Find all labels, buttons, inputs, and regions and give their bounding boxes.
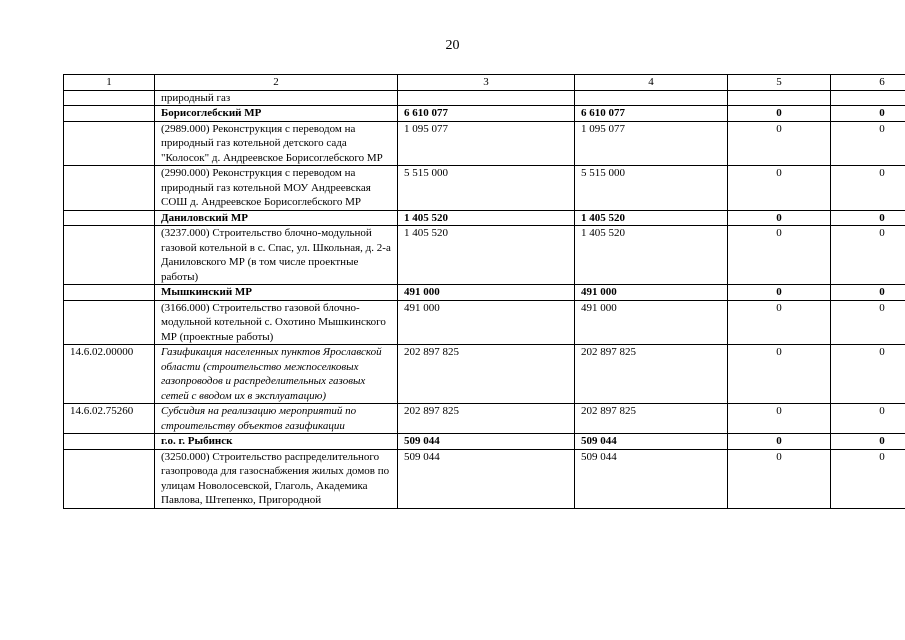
row-col4-value: 491 000: [575, 285, 728, 301]
row-col6-value: 0: [831, 449, 905, 508]
column-header-4: 4: [575, 75, 728, 91]
table-row: [64, 121, 905, 166]
table-row: [64, 285, 905, 301]
row-col4-value: [575, 90, 728, 106]
row-description: (2989.000) Реконструкция с переводом на природный газ котельной детского сада "Колосок" д. Андреевское Борисоглебского МР: [155, 121, 398, 166]
row-col5-value: 0: [728, 300, 831, 345]
row-col3-value: 1 095 077: [398, 121, 575, 166]
table-row: [64, 226, 905, 285]
row-col5-value: 0: [728, 226, 831, 285]
table-row: [64, 434, 905, 450]
column-header-1: 1: [64, 75, 155, 91]
row-col3-value: 6 610 077: [398, 106, 575, 122]
row-col6-value: 0: [831, 166, 905, 211]
table-row: [64, 90, 905, 106]
row-col4-value: 6 610 077: [575, 106, 728, 122]
row-code: [64, 285, 155, 301]
row-col6-value: 0: [831, 210, 905, 226]
row-code: [64, 434, 155, 450]
row-code: [64, 300, 155, 345]
row-col6-value: 0: [831, 345, 905, 404]
row-code: [64, 226, 155, 285]
column-header-3: 3: [398, 75, 575, 91]
row-description: (3237.000) Строительство блочно-модульной газовой котельной в с. Спас, ул. Школьная, д. 2-а Даниловского МР (в том числе проектные работы): [155, 226, 398, 285]
row-code: 14.6.02.75260: [64, 404, 155, 434]
row-col3-value: 509 044: [398, 449, 575, 508]
row-col4-value: 1 095 077: [575, 121, 728, 166]
column-header-6: 6: [831, 75, 905, 91]
row-code: [64, 121, 155, 166]
row-col6-value: 0: [831, 404, 905, 434]
row-description: природный газ: [155, 90, 398, 106]
row-col3-value: 202 897 825: [398, 404, 575, 434]
column-header-2: 2: [155, 75, 398, 91]
row-code: [64, 106, 155, 122]
page-number: 20: [445, 38, 460, 53]
row-col4-value: 5 515 000: [575, 166, 728, 211]
row-col5-value: 0: [728, 121, 831, 166]
row-col5-value: 0: [728, 106, 831, 122]
row-code: [64, 90, 155, 106]
row-col4-value: 1 405 520: [575, 210, 728, 226]
row-col3-value: 202 897 825: [398, 345, 575, 404]
row-col4-value: 202 897 825: [575, 345, 728, 404]
row-col5-value: 0: [728, 345, 831, 404]
row-col3-value: 509 044: [398, 434, 575, 450]
row-col5-value: 0: [728, 449, 831, 508]
row-code: [64, 449, 155, 508]
row-description: Даниловский МР: [155, 210, 398, 226]
row-col6-value: [831, 90, 905, 106]
row-col3-value: 491 000: [398, 285, 575, 301]
row-col4-value: 509 044: [575, 434, 728, 450]
row-description: Мышкинский МР: [155, 285, 398, 301]
row-col3-value: 491 000: [398, 300, 575, 345]
row-description: Субсидия на реализацию мероприятий по строительству объектов газификации: [155, 404, 398, 434]
column-header-5: 5: [728, 75, 831, 91]
row-col4-value: 202 897 825: [575, 404, 728, 434]
row-code: 14.6.02.00000: [64, 345, 155, 404]
row-col6-value: 0: [831, 300, 905, 345]
row-col6-value: 0: [831, 285, 905, 301]
row-description: г.о. г. Рыбинск: [155, 434, 398, 450]
table-row: [64, 345, 905, 404]
table-row: [64, 300, 905, 345]
row-col3-value: [398, 90, 575, 106]
table-row: [64, 210, 905, 226]
row-col3-value: 5 515 000: [398, 166, 575, 211]
row-col3-value: 1 405 520: [398, 210, 575, 226]
row-col3-value: 1 405 520: [398, 226, 575, 285]
row-col5-value: 0: [728, 404, 831, 434]
row-code: [64, 210, 155, 226]
row-col5-value: 0: [728, 210, 831, 226]
table-row: [64, 404, 905, 434]
row-description: Газификация населенных пунктов Ярославской области (строительство межпоселковых газопроводов и распределительных газовых сетей с вводом их в эксплуатацию): [155, 345, 398, 404]
budget-table: [63, 74, 905, 509]
row-col4-value: 1 405 520: [575, 226, 728, 285]
row-col6-value: 0: [831, 226, 905, 285]
row-description: (3166.000) Строительство газовой блочно-модульной котельной с. Охотино Мышкинского МР (проектные работы): [155, 300, 398, 345]
row-col6-value: 0: [831, 434, 905, 450]
row-col6-value: 0: [831, 121, 905, 166]
row-description: (3250.000) Строительство распределительного газопровода для газоснабжения жилых домов по улицам Новолосевской, Глаголь, Академика Павлова, Штепенко, Пригородной: [155, 449, 398, 508]
row-description: (2990.000) Реконструкция с переводом на природный газ котельной МОУ Андреевская СОШ д. Андреевское Борисоглебского МР: [155, 166, 398, 211]
table-row: [64, 166, 905, 211]
table-header-row: [64, 75, 905, 91]
row-col5-value: 0: [728, 285, 831, 301]
row-col6-value: 0: [831, 106, 905, 122]
row-col5-value: [728, 90, 831, 106]
row-col5-value: 0: [728, 166, 831, 211]
row-description: Борисоглебский МР: [155, 106, 398, 122]
table-row: [64, 449, 905, 508]
row-col4-value: 491 000: [575, 300, 728, 345]
table-row: [64, 106, 905, 122]
row-col5-value: 0: [728, 434, 831, 450]
row-code: [64, 166, 155, 211]
row-col4-value: 509 044: [575, 449, 728, 508]
